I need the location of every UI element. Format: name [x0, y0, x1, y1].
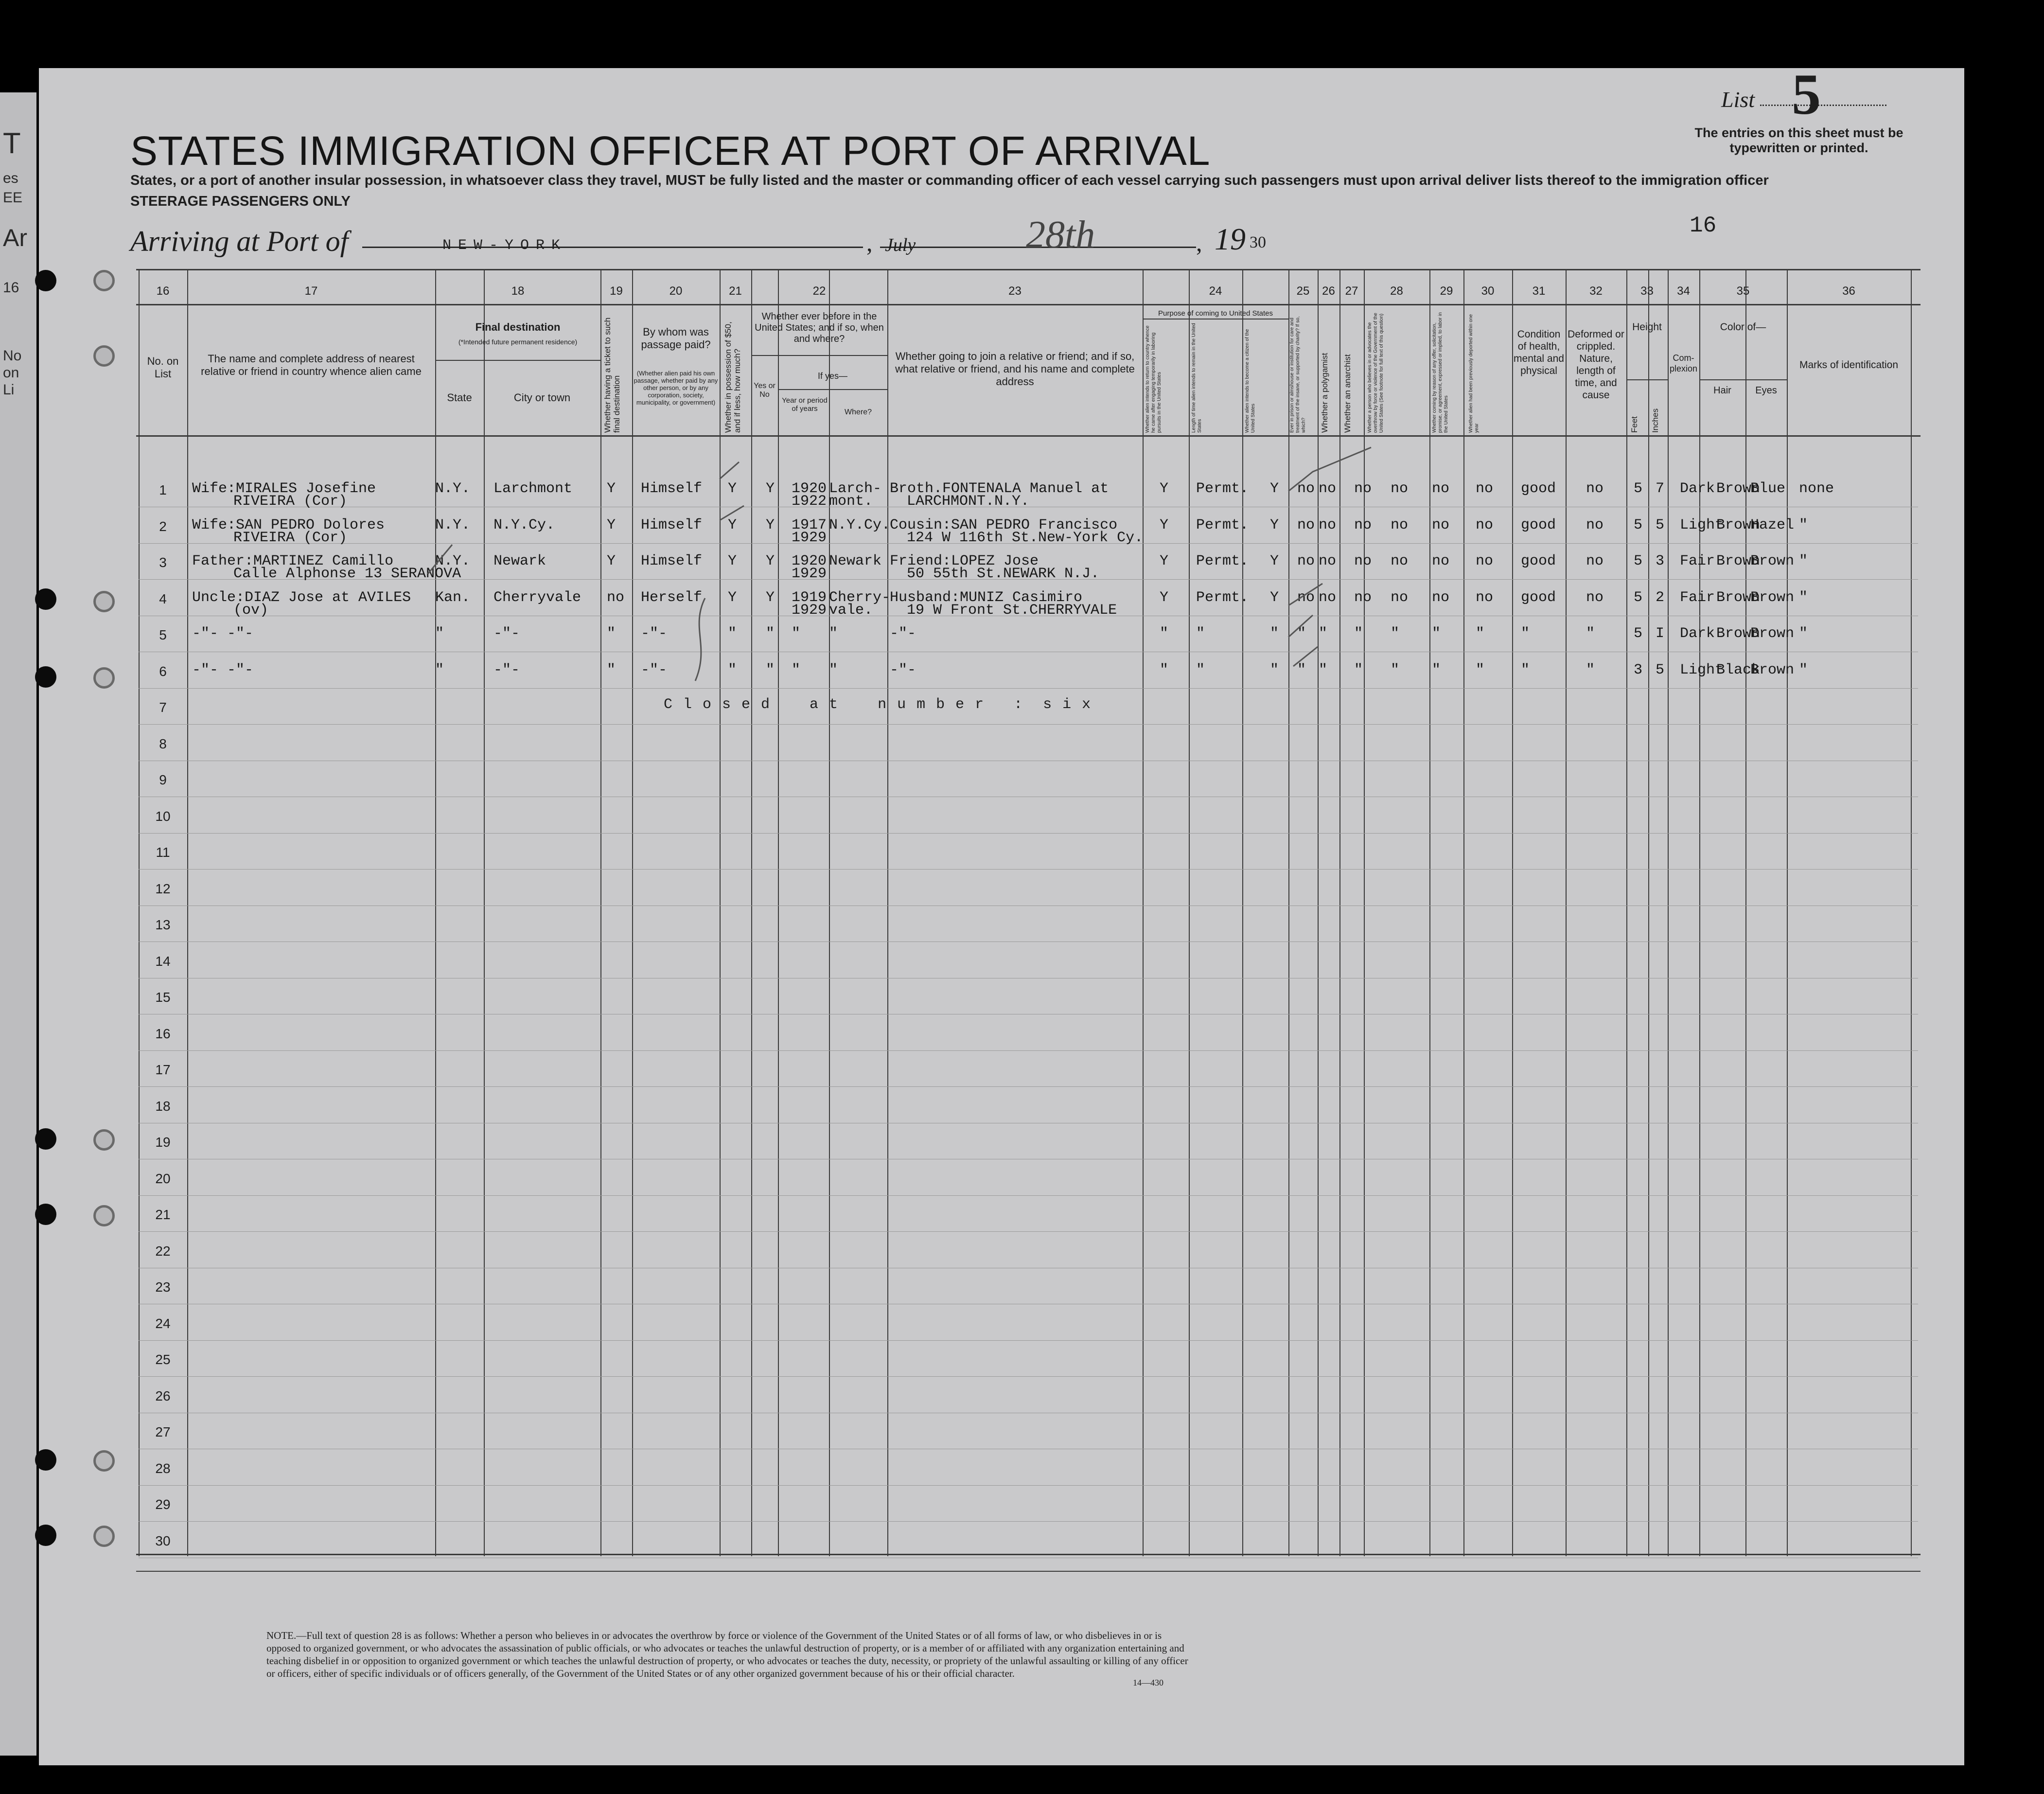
cell-join-l2: 124 W 116th St.New-York Cy.	[907, 529, 1144, 546]
cell-relative-l2: RIVEIRA (Cor)	[233, 529, 348, 546]
cell-paid-by: Herself	[641, 589, 703, 606]
cell-before: Y	[766, 553, 775, 569]
cell-join-l1: -"-	[890, 661, 916, 678]
cell-citizen: Y	[1270, 480, 1279, 497]
check-mark	[1288, 584, 1322, 605]
colnum-28: 28	[1390, 284, 1403, 298]
cell-paid-by: -"-	[641, 661, 668, 678]
row-number: 22	[155, 1243, 171, 1259]
cell-where: "	[829, 661, 838, 678]
cell-citizen: "	[1270, 625, 1279, 642]
cell-polyg: no	[1319, 516, 1337, 533]
cell-period: "	[792, 661, 801, 678]
cell-polyg: no	[1319, 589, 1337, 606]
cell-state: "	[435, 661, 444, 678]
cell-ticket: Y	[607, 516, 616, 533]
cell-q29: no	[1432, 553, 1450, 569]
cell-q29: "	[1432, 661, 1441, 678]
cell-before: Y	[766, 516, 775, 533]
cell-where: Cherry-	[829, 589, 891, 606]
cell-relative-l1: Uncle:DIAZ Jose at AVILES	[192, 589, 411, 606]
cell-ticket: "	[607, 625, 616, 642]
cell-hair: Brown	[1716, 625, 1761, 642]
header-purpose-return: Whether alien intends to return to country whence he came after engaging temporarily in laboring pursuits in the United States	[1145, 325, 1162, 433]
cell-complexion: Light	[1680, 516, 1724, 533]
cell-q28: "	[1391, 625, 1400, 642]
row-number: 21	[155, 1207, 171, 1222]
cell-citizen: "	[1270, 661, 1279, 678]
cell-q30: no	[1476, 589, 1494, 606]
header-anarchist: Whether an anarchist	[1343, 354, 1352, 433]
cell-period2: 1922	[792, 493, 827, 510]
row-number: 9	[159, 772, 167, 787]
cell-q29: no	[1432, 480, 1450, 497]
cell-feet: 5	[1634, 553, 1643, 569]
cell-where: N.Y.Cy.	[829, 516, 891, 533]
cell-feet: 3	[1634, 661, 1643, 678]
cell-relative-l1: Wife:MIRALES Josefine	[192, 480, 376, 497]
header-state: State	[447, 391, 472, 404]
cell-deformed: "	[1586, 625, 1595, 642]
cell-period2: 1929	[792, 529, 827, 546]
cell-period2: 1929	[792, 602, 827, 619]
row-number: 1	[159, 482, 167, 497]
header-nearest-relative: The name and complete address of nearest relative or friend in country whence alien came	[201, 353, 422, 377]
header-city: City or town	[513, 391, 571, 404]
check-mark	[1293, 647, 1318, 666]
brace-mark	[695, 598, 705, 681]
cell-join-l2: 19 W Front St.CHERRYVALE	[907, 602, 1117, 619]
cell-join-l1: Broth.FONTENALA Manuel at	[890, 480, 1109, 497]
row-number: 4	[159, 591, 167, 606]
cell-polyg: no	[1319, 480, 1337, 497]
cell-anarch: "	[1354, 625, 1363, 642]
header-ticket: Whether having a ticket to such final destination	[603, 317, 621, 433]
cell-feet: 5	[1634, 589, 1643, 606]
cell-eyes: Blue	[1750, 480, 1786, 497]
header-color: Color of—	[1720, 321, 1766, 333]
cell-q29: no	[1432, 589, 1450, 606]
cell-citizen: Y	[1270, 589, 1279, 606]
cell-money: Y	[728, 589, 737, 606]
cell-hair: Brown	[1716, 516, 1761, 533]
cell-complexion: Fair	[1680, 589, 1715, 606]
edge-glyph: es	[3, 170, 18, 186]
colnum-16: 16	[156, 284, 170, 298]
cell-where: Newark	[829, 553, 882, 569]
cell-join-l1: Cousin:SAN PEDRO Francisco	[890, 516, 1118, 533]
row-number: 7	[159, 700, 167, 715]
cell-prison: "	[1297, 661, 1306, 678]
cell-paid-by: Himself	[641, 516, 703, 533]
colnum-22: 22	[812, 284, 826, 298]
cell-where: Larch-	[829, 480, 882, 497]
cell-deformed: no	[1586, 516, 1604, 533]
cell-prison: "	[1297, 625, 1306, 642]
header-purpose-length: Length of time alien intends to remain in the United States	[1191, 323, 1202, 433]
cell-marks: "	[1799, 589, 1808, 606]
cell-complexion: Dark	[1680, 625, 1715, 642]
row-number: 23	[155, 1279, 171, 1295]
header-passage-paid: By whom was passage paid?	[641, 326, 711, 351]
cell-citizen: Y	[1270, 516, 1279, 533]
colnum-35: 35	[1736, 284, 1750, 298]
cell-relative-l2: RIVEIRA (Cor)	[233, 493, 348, 510]
cell-q28: no	[1391, 553, 1409, 569]
cell-return: "	[1160, 661, 1169, 678]
cell-hair: Black	[1716, 661, 1761, 678]
cell-city: -"-	[493, 661, 520, 678]
cell-prison: no	[1297, 589, 1315, 606]
cell-q30: "	[1476, 625, 1485, 642]
cell-anarch: no	[1354, 553, 1372, 569]
cell-q28: no	[1391, 589, 1409, 606]
cell-return: Y	[1160, 516, 1169, 533]
cell-feet: 5	[1634, 625, 1643, 642]
colnum-25: 25	[1296, 284, 1310, 298]
row-number: 14	[155, 953, 171, 969]
cell-city: -"-	[493, 625, 520, 642]
header-final-destination: Final destination	[475, 321, 561, 333]
cell-eyes: Brown	[1750, 589, 1795, 606]
header-height: Height	[1632, 321, 1662, 333]
row-number: 6	[159, 663, 167, 679]
cell-inches: 5	[1656, 661, 1665, 678]
cell-join-l1: -"-	[890, 625, 916, 642]
header-where: Where?	[844, 408, 872, 416]
row-number: 3	[159, 555, 167, 570]
cell-length: Permt.	[1196, 589, 1249, 606]
subtitle-class: STEERAGE PASSENGERS ONLY	[130, 194, 351, 209]
cell-relative-l1: Wife:SAN PEDRO Dolores	[192, 516, 385, 533]
header-feet: Feet	[1630, 416, 1639, 433]
cell-feet: 5	[1634, 516, 1643, 533]
page-title: STATES IMMIGRATION OFFICER AT PORT OF ARRIVAL	[130, 128, 1211, 174]
cell-join-l1: Friend:LOPEZ Jose	[890, 553, 1039, 569]
cell-city: Cherryvale	[493, 589, 581, 606]
cell-marks: "	[1799, 661, 1808, 678]
cell-state: N.Y.	[435, 516, 471, 533]
cell-hair: Brown	[1716, 480, 1761, 497]
cell-polyg: "	[1319, 661, 1328, 678]
comma: ,	[866, 229, 873, 256]
colnum-32: 32	[1589, 284, 1603, 298]
cell-q29: "	[1432, 625, 1441, 642]
row-number: 25	[155, 1352, 171, 1367]
colnum-21: 21	[729, 284, 742, 298]
header-final-destination-note: (*Intended future permanent residence)	[458, 338, 578, 346]
typewritten-note: The entries on this sheet must be typewritten or printed.	[1694, 125, 1903, 155]
header-polygamist: Whether a polygamist	[1320, 353, 1329, 433]
cell-marks: "	[1799, 516, 1808, 533]
cell-length: Permt.	[1196, 553, 1249, 569]
cell-polyg: "	[1319, 625, 1328, 642]
subtitle-instructions: States, or a port of another insular possession, in whatsoever class they travel, MUST be fully listed and the master or commanding officer of each vessel carrying such passengers must upon arrival deliver lists thereof to the immigration officer	[130, 173, 1769, 188]
cell-q28: "	[1391, 661, 1400, 678]
cell-money: Y	[728, 516, 737, 533]
cell-health: good	[1521, 516, 1556, 533]
arrival-month: July	[885, 235, 916, 255]
cell-return: "	[1160, 625, 1169, 642]
row-number: 19	[155, 1135, 171, 1150]
edge-glyph: 16	[3, 280, 19, 296]
cell-deformed: no	[1586, 589, 1604, 606]
row-number: 2	[159, 518, 167, 534]
cell-marks: "	[1799, 553, 1808, 569]
cell-state: N.Y.	[435, 480, 471, 497]
cell-prison: no	[1297, 480, 1315, 497]
cell-return: Y	[1160, 553, 1169, 569]
cell-q29: no	[1432, 516, 1450, 533]
cell-before: Y	[766, 589, 775, 606]
header-health: Condition of health, mental and physical	[1514, 329, 1564, 376]
check-mark	[720, 462, 739, 479]
cell-q30: no	[1476, 516, 1494, 533]
colnum-26: 26	[1322, 284, 1335, 298]
header-going-to-join: Whether going to join a relative or friend; and if so, what relative or friend, and his name and complete address	[895, 350, 1135, 388]
comma: ,	[1196, 229, 1202, 256]
header-complexion: Com-plexion	[1669, 353, 1698, 373]
header-q28: Whether a person who believes in or advocates the overthrow by force or violence of the Government of the United States (See footnote for full text of this question)	[1367, 313, 1384, 433]
check-mark	[720, 506, 744, 520]
header-if-yes: If yes—	[817, 371, 847, 381]
cell-anarch: no	[1354, 589, 1372, 606]
form-number: 14—430	[1133, 1678, 1163, 1687]
cell-hair: Brown	[1716, 553, 1761, 569]
edge-glyph: No	[3, 348, 22, 364]
row-number: 27	[155, 1424, 171, 1439]
row-number: 12	[155, 881, 171, 896]
cell-length: Permt.	[1196, 480, 1249, 497]
header-prison: Ever in prison or almshouse or institution for care and treatment of the insane, or supported by charity? If so, which?	[1289, 316, 1306, 433]
cell-period: "	[792, 625, 801, 642]
edge-glyph: T	[3, 127, 21, 160]
year-prefix: 19	[1215, 222, 1246, 256]
cell-inches: 7	[1656, 480, 1665, 497]
cell-where: "	[829, 625, 838, 642]
header-hair: Hair	[1713, 385, 1731, 396]
cell-complexion: Fair	[1680, 553, 1715, 569]
cell-q28: no	[1391, 516, 1409, 533]
header-passage-paid-note: (Whether alien paid his own passage, whether paid by any other person, or by any corporation, society, municipality, or government)	[634, 370, 718, 406]
header-yes-no: Yes or No	[754, 382, 775, 399]
edge-glyph: Ar	[3, 224, 27, 251]
header-deformed: Deformed or crippled. Nature, length of time, and cause	[1568, 329, 1624, 401]
header-inches: Inches	[1651, 408, 1660, 433]
row-number: 20	[155, 1171, 171, 1186]
cell-eyes: Hazel	[1750, 516, 1795, 533]
cell-length: "	[1196, 625, 1205, 642]
edge-glyph: EE	[3, 190, 23, 206]
cell-paid-by: Himself	[641, 480, 703, 497]
cell-where2: vale.	[829, 602, 873, 619]
cell-relative-l2: Calle Alphonse 13 SERANOVA	[233, 566, 461, 582]
arriving-label: Arriving at Port of	[130, 225, 349, 257]
cell-health: good	[1521, 480, 1556, 497]
cell-q30: no	[1476, 553, 1494, 569]
port-value: NEW-YORK	[442, 237, 567, 254]
colnum-33: 33	[1640, 284, 1654, 298]
colnum-31: 31	[1532, 284, 1546, 298]
cell-ticket: no	[607, 589, 625, 606]
cell-q30: "	[1476, 661, 1485, 678]
cell-period: 1920	[792, 480, 827, 497]
cell-eyes: Brown	[1750, 625, 1795, 642]
header-q29: Whether coming by reason of any offer, solicitation, promise, or agreement, expressed or implied, to labor in the United States	[1432, 312, 1449, 433]
cell-q28: no	[1391, 480, 1409, 497]
cell-inches: I	[1656, 625, 1665, 642]
cell-health: "	[1521, 625, 1530, 642]
year-suffix: 30	[1250, 233, 1266, 251]
header-money: Whether in possession of $50, and if less, how much?	[723, 321, 742, 433]
cell-citizen: Y	[1270, 553, 1279, 569]
row-number: 18	[155, 1098, 171, 1114]
colnum-36: 36	[1842, 284, 1855, 298]
cell-money: Y	[728, 480, 737, 497]
list-number: 5	[1792, 62, 1821, 126]
cell-period: 1919	[792, 589, 827, 606]
header-purpose-citizen: Whether alien intends to become a citizen of the United States	[1245, 329, 1256, 433]
footnote-q28: NOTE.—Full text of question 28 is as follows: Whether a person who believes in or advocates the overthrow by force or violence of the Government of the United States or of all forms of law, or who disbelieves in or is opposed to organized government, or who advocates the assassination of public officials, or who advocates or teaches the unlawful destruction of property, or is a member of or affiliated with any organization entertaining and teaching disbelief in or opposition to organized government or which teaches the unlawful destruction of property, or who advocates or teaches the duty, necessity, or propriety of the unlawful assaulting or killing of any officer or officers, either of specific individuals or of officers generally, of the Government of the United States or of any other organized government because of his or their official character.	[266, 1630, 1188, 1679]
cell-ticket: Y	[607, 480, 616, 497]
cell-ticket: "	[607, 661, 616, 678]
cell-anarch: no	[1354, 516, 1372, 533]
cell-money: Y	[728, 553, 737, 569]
cell-money: "	[728, 625, 737, 642]
cell-q30: no	[1476, 480, 1494, 497]
cell-health: good	[1521, 589, 1556, 606]
cell-return: Y	[1160, 589, 1169, 606]
cell-where2: mont.	[829, 493, 873, 510]
check-mark	[1288, 615, 1313, 637]
row-number: 10	[155, 808, 171, 824]
cell-ticket: Y	[607, 553, 616, 569]
cell-before: Y	[766, 480, 775, 497]
row-number: 17	[155, 1062, 171, 1077]
cell-money: "	[728, 661, 737, 678]
row-number: 30	[155, 1533, 171, 1548]
colnum-24: 24	[1209, 284, 1222, 298]
cell-relative-l1: -"- -"-	[192, 625, 254, 642]
cell-relative-l1: Father:MARTINEZ Camillo	[192, 553, 394, 569]
cell-join-l2: 50 55th St.NEWARK N.J.	[907, 566, 1100, 582]
edge-glyph: on	[3, 365, 19, 381]
cell-state: Kan.	[435, 589, 471, 606]
cell-inches: 2	[1656, 589, 1665, 606]
colnum-20: 20	[669, 284, 683, 298]
row-number: 13	[155, 917, 171, 932]
arrival-day: 28th	[1026, 213, 1095, 256]
cell-complexion: Light	[1680, 661, 1724, 678]
cell-join-l1: Husband:MUNIZ Casimiro	[890, 589, 1083, 606]
row-number: 29	[155, 1497, 171, 1512]
row-number: 24	[155, 1315, 171, 1331]
colnum-34: 34	[1677, 284, 1690, 298]
cell-feet: 5	[1634, 480, 1643, 497]
colnum-27: 27	[1345, 284, 1358, 298]
sheet-number: 16	[1690, 213, 1717, 238]
header-period: Year or period of years	[782, 396, 828, 413]
row-number: 28	[155, 1460, 171, 1476]
cell-length: Permt.	[1196, 516, 1249, 533]
cell-period: 1917	[792, 516, 827, 533]
cell-inches: 5	[1656, 516, 1665, 533]
header-no-on-list: No. on List	[147, 355, 179, 380]
cell-deformed: "	[1586, 661, 1595, 678]
cell-health: "	[1521, 661, 1530, 678]
cell-eyes: Brown	[1750, 661, 1795, 678]
header-eyes: Eyes	[1755, 385, 1777, 396]
row-number: 8	[159, 736, 167, 751]
cell-prison: no	[1297, 553, 1315, 569]
cell-paid-by: -"-	[641, 625, 668, 642]
cell-city: Larchmont	[493, 480, 573, 497]
cell-state: "	[435, 625, 444, 642]
edge-glyph: Li	[3, 382, 15, 398]
cell-length: "	[1196, 661, 1205, 678]
check-mark	[1288, 447, 1371, 491]
cell-join-l2: LARCHMONT.N.Y.	[907, 493, 1030, 510]
row-number: 15	[155, 990, 171, 1005]
colnum-23: 23	[1008, 284, 1022, 298]
cell-deformed: no	[1586, 480, 1604, 497]
cell-relative-l1: -"- -"-	[192, 661, 254, 678]
cell-marks: none	[1799, 480, 1834, 497]
cell-before: "	[766, 625, 775, 642]
header-marks: Marks of identification	[1799, 359, 1899, 371]
row-number: 26	[155, 1388, 171, 1403]
check-mark	[428, 545, 452, 574]
cell-health: good	[1521, 553, 1556, 569]
colnum-17: 17	[304, 284, 318, 298]
cell-before: "	[766, 661, 775, 678]
cell-polyg: no	[1319, 553, 1337, 569]
row-number: 5	[159, 627, 167, 642]
cell-eyes: Brown	[1750, 553, 1795, 569]
cell-prison: no	[1297, 516, 1315, 533]
cell-hair: Brown	[1716, 589, 1761, 606]
colnum-29: 29	[1440, 284, 1453, 298]
closed-note: C l o s e d a t n u m b e r : s i x	[664, 696, 1092, 713]
cell-city: Newark	[493, 553, 546, 569]
cell-marks: "	[1799, 625, 1808, 642]
cell-deformed: no	[1586, 553, 1604, 569]
header-purpose: Purpose of coming to United States	[1158, 309, 1273, 318]
cell-inches: 3	[1656, 553, 1665, 569]
cell-state: N.Y.	[435, 553, 471, 569]
cell-anarch: "	[1354, 661, 1363, 678]
cell-period2: 1929	[792, 566, 827, 582]
cell-complexion: Dark	[1680, 480, 1715, 497]
row-number: 16	[155, 1026, 171, 1041]
cell-relative-l2: (ov)	[233, 602, 269, 619]
colnum-30: 30	[1481, 284, 1495, 298]
header-ever-before: Whether ever before in the United States; and if so, when and where?	[755, 311, 884, 344]
header-q30: Whether alien had been previously deported within one year	[1468, 314, 1480, 433]
cell-paid-by: Himself	[641, 553, 703, 569]
list-label: List	[1721, 87, 1755, 112]
cell-anarch: no	[1354, 480, 1372, 497]
row-number: 11	[156, 845, 170, 860]
colnum-19: 19	[610, 284, 623, 298]
cell-return: Y	[1160, 480, 1169, 497]
cell-period: 1920	[792, 553, 827, 569]
colnum-18: 18	[511, 284, 525, 298]
cell-city: N.Y.Cy.	[493, 516, 555, 533]
